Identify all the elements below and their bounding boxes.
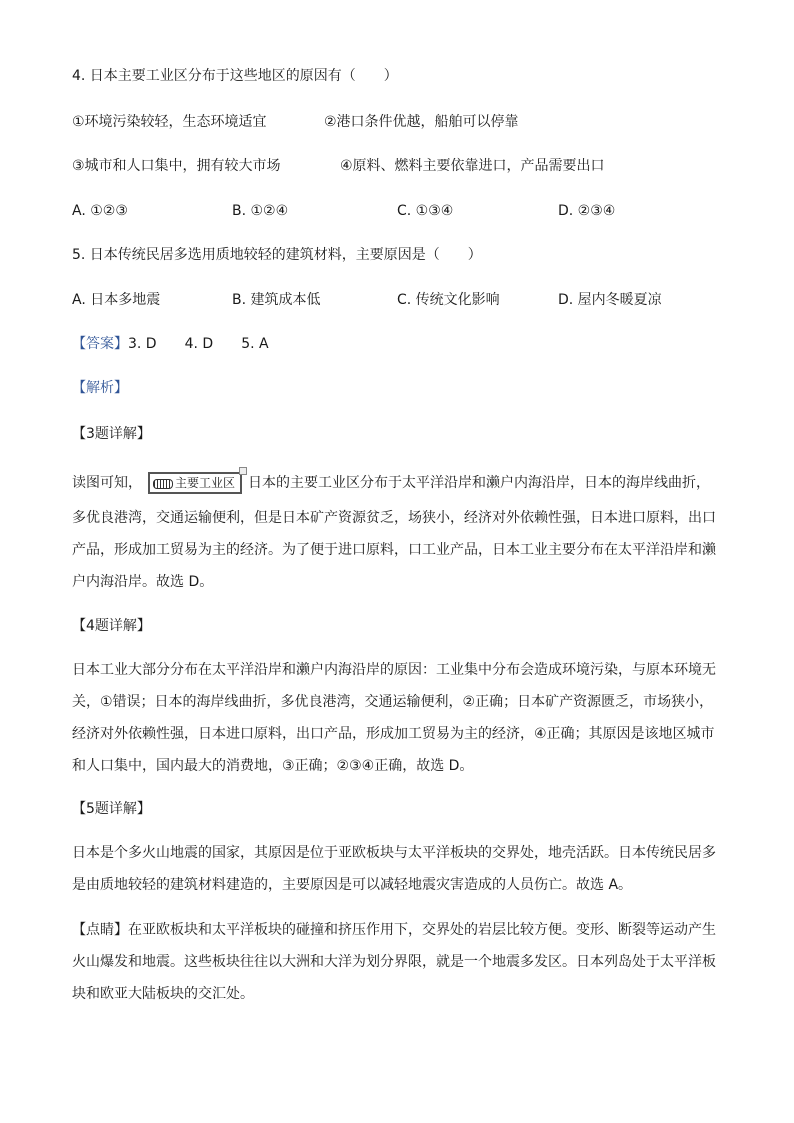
detail-4-line-1: 日本工业大部分分布在太平洋沿岸和濑户内海沿岸的原因：工业集中分布会造成环境污染，与原本环境无 — [72, 662, 716, 678]
detail-4-line-3: 经济对外依赖性强，日本进口原料，出口产品，形成加工贸易为主的经济，④正确；其原因是该地区城市 — [72, 726, 715, 742]
detail-3-line-3: 产品，形成加工贸易为主的经济。为了便于进口原料，口工业产品，日本工业主要分布在太平洋沿岸和濑 — [72, 542, 716, 558]
q5-option-d: D. 屋内冬暖夏凉 — [558, 292, 662, 308]
q4-statement-4: ④原料、燃料主要依靠进口，产品需要出口 — [340, 158, 605, 174]
note-line-3: 块和欧亚大陆板块的交汇处。 — [72, 986, 254, 1002]
q5-option-b: B. 建筑成本低 — [232, 292, 321, 308]
note-line-2: 火山爆发和地震。这些板块往往以大洲和大洋为划分界限，就是一个地震多发区。日本列岛处于太平洋板 — [72, 954, 716, 970]
detail-3-text: 日本的主要工业区分布于太平洋沿岸和濑户内海沿岸，日本的海岸线曲折， — [248, 475, 711, 491]
q4-option-b: B. ①②④ — [232, 203, 289, 219]
note-line-1 — [72, 920, 716, 940]
q4-option-a: A. ①②③ — [72, 203, 128, 219]
detail-3-line-2: 多优良港湾，交通运输便利，但是日本矿产资源贫乏，场狭小，经济对外依赖性强，日本进口原料，出口 — [72, 510, 716, 526]
industrial-zone-legend — [148, 472, 242, 494]
detail-5-line-2: 是由质地较轻的建筑材料建造的，主要原因是可以减轻地震灾害造成的人员伤亡。故选 A。 — [72, 877, 633, 893]
hatch-pattern-icon — [153, 479, 173, 489]
q5-option-c: C. 传统文化影响 — [397, 292, 500, 308]
detail-3-lead: 读图可知， — [72, 475, 142, 491]
q4-statement-3: ③城市和人口集中，拥有较大市场 — [72, 158, 281, 174]
detail-5-title: 【5题详解】 — [72, 801, 151, 817]
detail-3-line-4: 户内海沿岸。故选 D。 — [72, 574, 214, 590]
q4-statement-2: ②港口条件优越，船舶可以停靠 — [324, 114, 519, 130]
answer-item: 5. A — [241, 336, 269, 352]
q5-stem: 5. 日本传统民居多选用质地较轻的建筑材料，主要原因是（ ） — [72, 247, 482, 263]
note-text: 在亚欧板块和太平洋板块的碰撞和挤压作用下，交界处的岩层比较方便。变形、断裂等运动产生 — [128, 922, 716, 938]
detail-3-title: 【3题详解】 — [72, 426, 151, 442]
answer-line — [72, 334, 269, 354]
q4-option-d: D. ②③④ — [558, 203, 616, 219]
answer-item: 4. D — [184, 336, 214, 352]
q4-option-c: C. ①③④ — [397, 203, 454, 219]
q4-statement-1: ①环境污染较轻，生态环境适宜 — [72, 114, 267, 130]
detail-4-line-4: 和人口集中，国内最大的消费地，③正确；②③④正确，故选 D。 — [72, 758, 474, 774]
analysis-label: 【解析】 — [72, 380, 128, 396]
legend-label: 主要工业区 — [175, 476, 236, 490]
detail-5-line-1: 日本是个多火山地震的国家，其原因是位于亚欧板块与太平洋板块的交界处，地壳活跃。日本传统民居多 — [72, 845, 716, 861]
q4-stem: 4. 日本主要工业区分布于这些地区的原因有（ ） — [72, 68, 398, 84]
answer-item: 3. D — [128, 336, 157, 352]
detail-4-line-2: 关，①错误；日本的海岸线曲折，多优良港湾，交通运输便利，②正确；日本矿产资源匮乏，市场狭小， — [72, 694, 714, 710]
note-label: 【点睛】 — [72, 922, 128, 938]
detail-3-line-1 — [72, 472, 710, 494]
answer-label: 【答案】 — [72, 336, 128, 352]
legend-corner-handle — [239, 467, 247, 475]
q5-option-a: A. 日本多地震 — [72, 292, 161, 308]
detail-4-title: 【4题详解】 — [72, 618, 151, 634]
